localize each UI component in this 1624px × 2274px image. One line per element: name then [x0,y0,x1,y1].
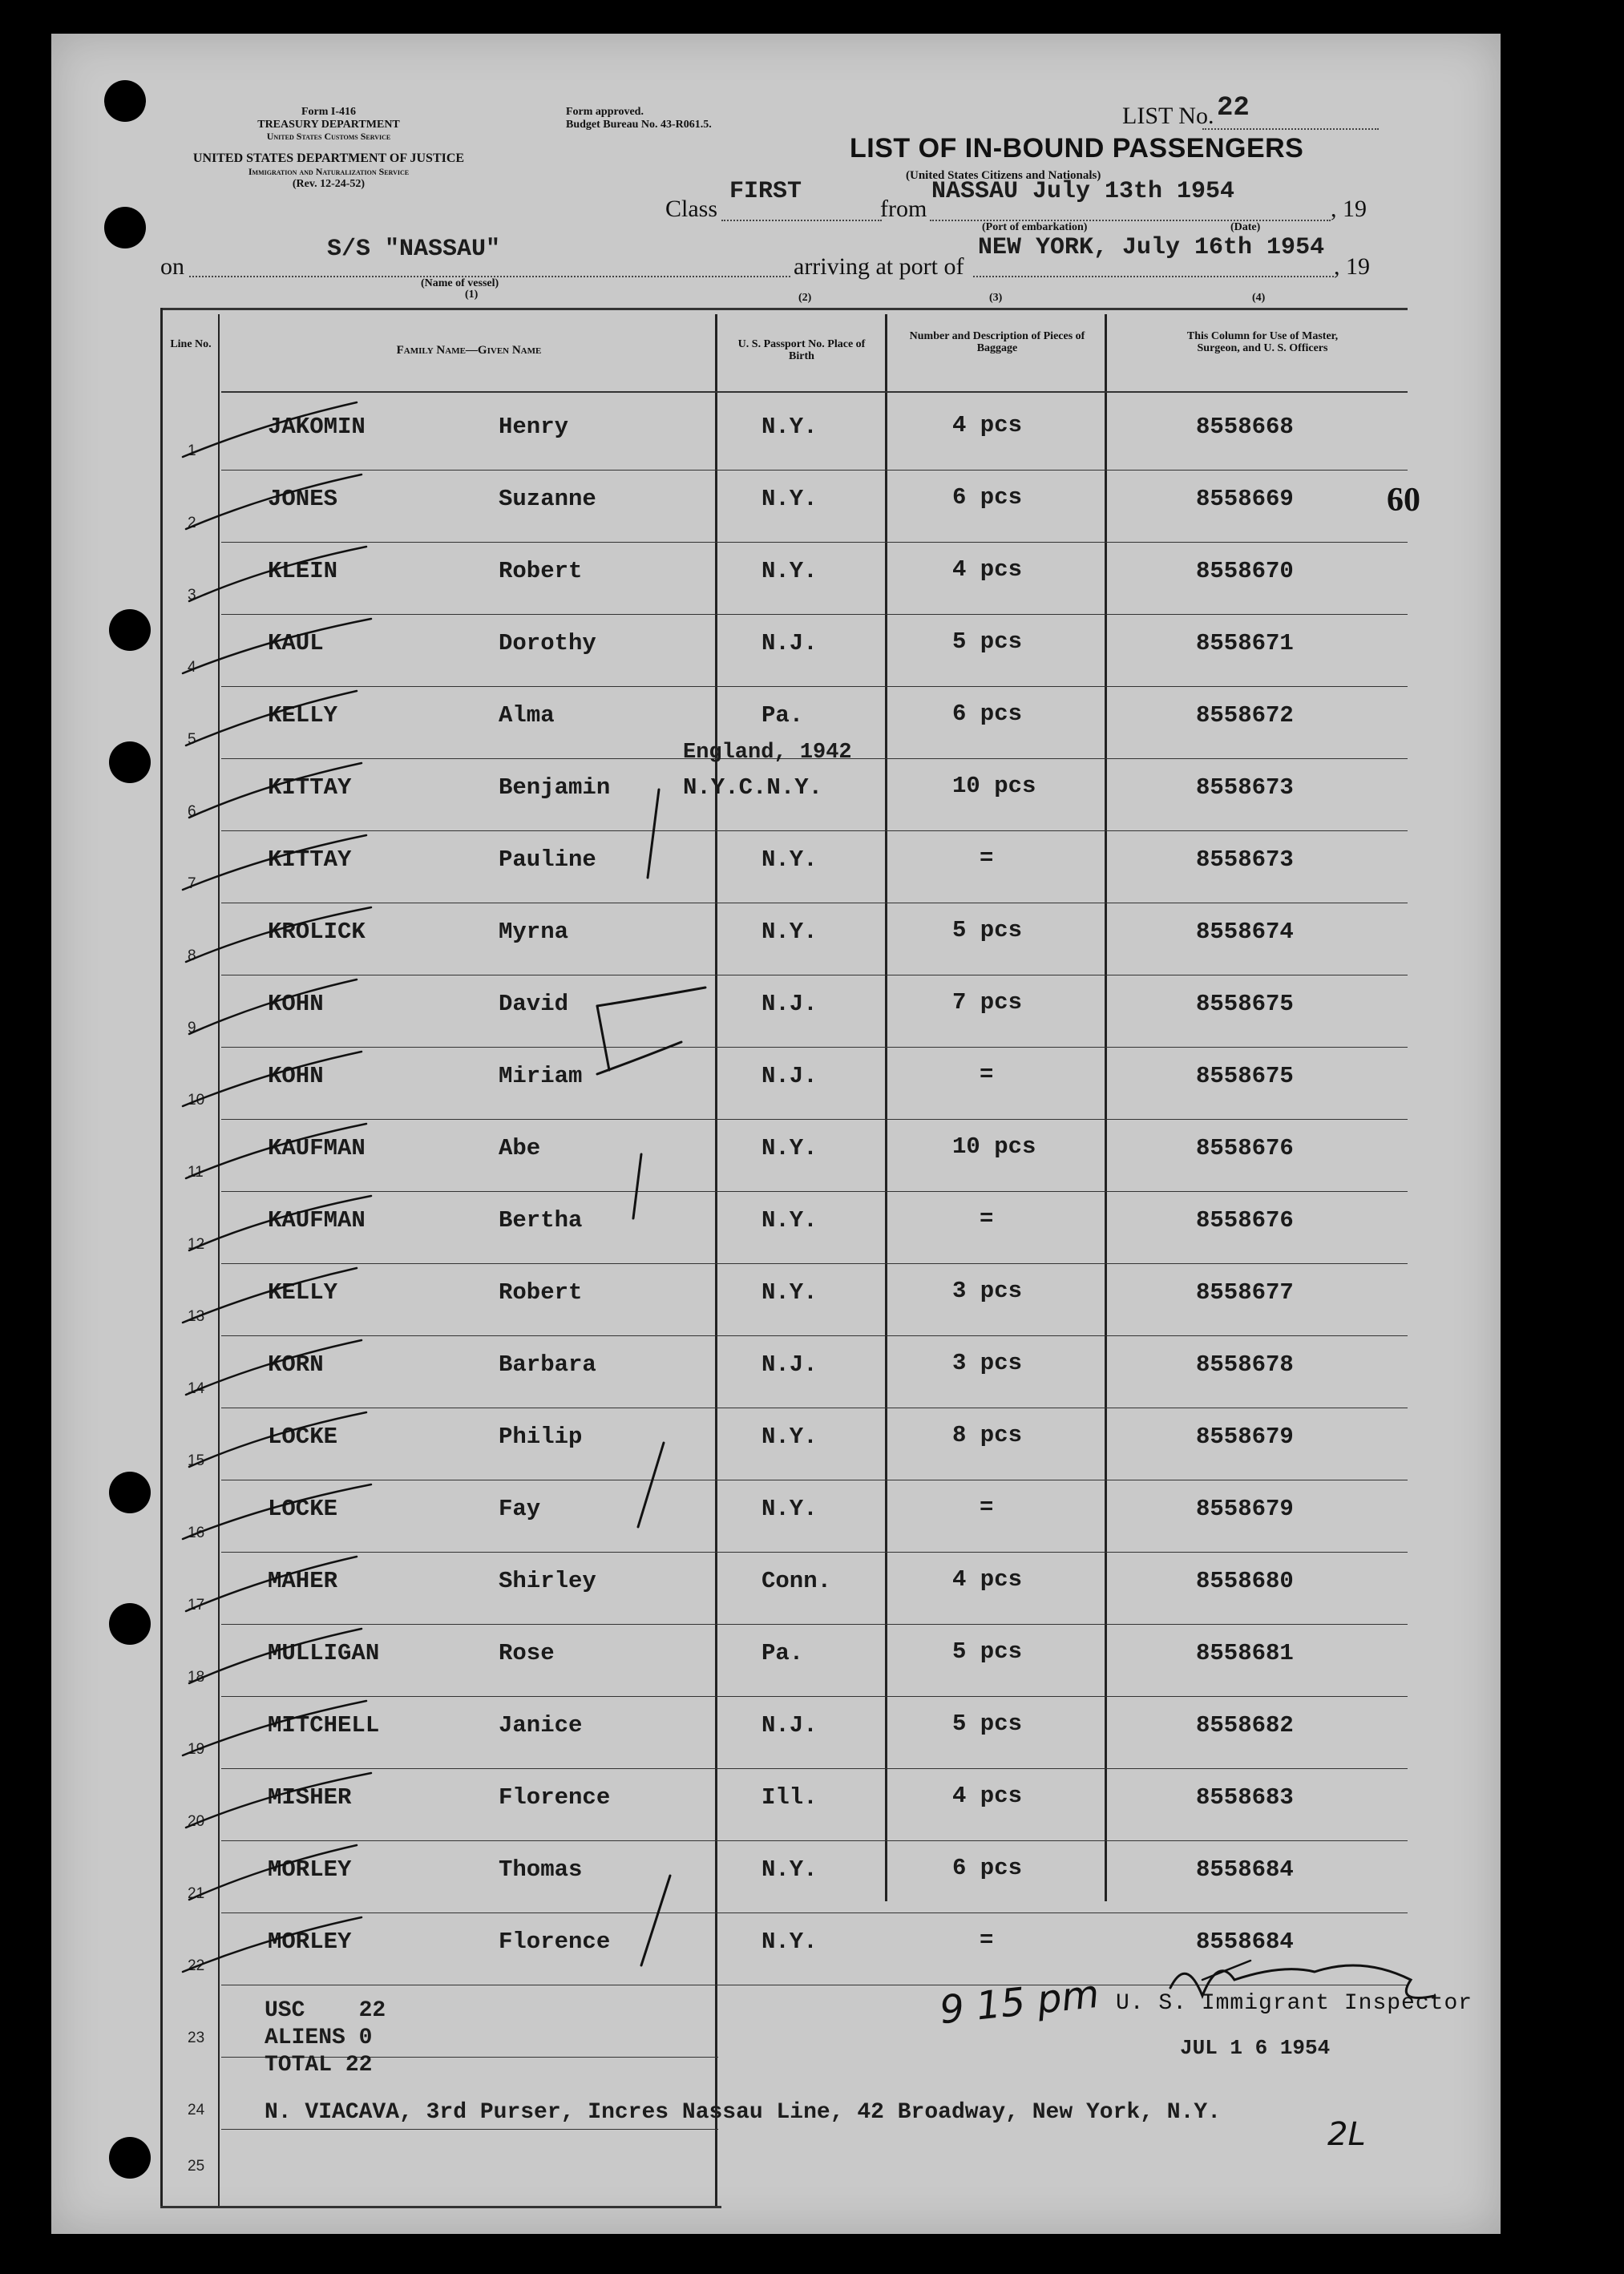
place-of-birth: N.Y. [762,1856,818,1883]
place-of-birth: N.Y. [762,1424,818,1450]
line-number: 6 [188,803,196,820]
check-stroke [186,1773,371,1828]
family-name: JAKOMIN [268,414,366,440]
tally-stroke [597,1042,681,1074]
budget-bureau: Budget Bureau No. 43-R061.5. [566,119,712,131]
page-subtitle: (United States Citizens and Nationals) [906,169,1101,182]
line-number: 19 [188,1741,205,1758]
treasury-dept: TREASURY DEPARTMENT [257,119,400,131]
on-label: on [160,253,184,280]
officer-number: 8558672 [1196,702,1294,729]
inspector-label: U. S. Immigrant Inspector [1116,1991,1473,2016]
from-value: NASSAU July 13th 1954 [931,178,1235,205]
check-stroke [183,1052,362,1106]
family-name: KOHN [268,991,324,1017]
baggage: 5 pcs [952,917,1023,943]
line-number: 12 [188,1236,205,1253]
tally-stroke [641,1876,670,1965]
officer-number: 8558673 [1196,846,1294,873]
given-name: Barbara [499,1351,596,1378]
class-value: FIRST [729,178,802,205]
check-stroke [186,1340,362,1395]
line-number: 24 [188,2102,205,2118]
date-caption: (Date) [1230,221,1261,233]
given-name: Janice [499,1712,583,1739]
baggage: 5 pcs [952,1711,1023,1737]
officer-number: 8558669 [1196,486,1294,512]
check-stroke [189,1845,357,1900]
col-header-officers: This Column for Use of Master, Surgeon, and U. S. Officers [1186,330,1339,354]
year-suffix-2: , 19 [1334,253,1370,280]
check-stroke [189,547,366,601]
baggage: 4 pcs [952,412,1023,438]
given-name: Bertha [499,1207,583,1234]
place-of-birth: N.Y. [762,1496,818,1522]
check-stroke [183,1268,357,1323]
baggage: 6 pcs [952,1855,1023,1881]
place-of-birth: Conn. [762,1568,832,1594]
line-number: 15 [188,1452,205,1469]
place-of-birth: Pa. [762,702,804,729]
inspector-initials: 9 15 pm [937,1971,1101,2034]
baggage: 5 pcs [952,1638,1023,1665]
baggage: 10 pcs [952,1133,1036,1160]
baggage: 8 pcs [952,1422,1023,1448]
total-count: TOTAL 22 [265,2053,373,2078]
check-stroke [183,1701,366,1755]
place-of-birth: N.J. [762,1063,818,1089]
line-number: 21 [188,1885,205,1902]
officer-number: 8558682 [1196,1712,1294,1739]
vessel-col-num: (1) [465,289,479,301]
check-stroke [189,1196,371,1250]
given-name: Dorothy [499,630,596,656]
check-stroke [183,1917,362,1972]
line-number: 23 [188,2030,205,2046]
customs-service: United States Customs Service [266,131,391,142]
family-name: KITTAY [268,846,352,873]
family-name: KAUFMAN [268,1207,366,1234]
given-name: Miriam [499,1063,583,1089]
vessel-caption: (Name of vessel) [421,277,499,289]
col3-num: (3) [989,292,1003,304]
baggage: 3 pcs [952,1278,1023,1304]
purser-line: N. VIACAVA, 3rd Purser, Incres Nassau Line, 42 Broadway, New York, N.Y. [265,2100,1221,2125]
place-of-birth: Pa. [762,1640,804,1666]
check-stroke [183,619,371,673]
family-name: MISHER [268,1784,352,1811]
arriving-value: NEW YORK, July 16th 1954 [978,234,1325,261]
col-header-baggage: Number and Description of Pieces of Baggage [909,330,1085,354]
family-name: KITTAY [268,774,352,801]
line-number: 9 [188,1020,196,1036]
family-name: LOCKE [268,1496,338,1522]
check-stroke [189,1629,362,1683]
place-of-birth: N.Y. [762,919,818,945]
officer-number: 8558677 [1196,1279,1294,1306]
from-label: from [880,196,927,222]
signature [1170,1965,1435,1998]
officer-number: 8558670 [1196,558,1294,584]
check-stroke [186,475,362,529]
tally-stroke [638,1443,664,1527]
place-of-birth: N.J. [762,1351,818,1378]
col4-num: (4) [1252,292,1266,304]
family-name: KORN [268,1351,324,1378]
family-name: MORLEY [268,1856,352,1883]
officer-number: 8558675 [1196,1063,1294,1089]
line-number: 11 [188,1164,204,1181]
line-number: 18 [188,1669,205,1686]
officer-number: 8558679 [1196,1424,1294,1450]
officer-number: 8558673 [1196,774,1294,801]
officer-number: 8558676 [1196,1207,1294,1234]
baggage: 6 pcs [952,484,1023,511]
family-name: KELLY [268,1279,338,1306]
line-number: 17 [188,1597,205,1614]
given-name: Fay [499,1496,541,1522]
tally-stroke [597,988,705,1006]
line-number: 22 [188,1957,205,1974]
baggage: 4 pcs [952,556,1023,583]
row6-overwrite: England, 1942 [683,741,852,765]
line-number: 7 [188,875,196,892]
officer-number: 8558668 [1196,414,1294,440]
place-of-birth: N.Y. [762,1135,818,1161]
margin-count: 60 [1387,482,1420,519]
col-header-passport: U. S. Passport No. Place of Birth [737,338,866,362]
given-name: Florence [499,1929,611,1955]
baggage: 5 pcs [952,628,1023,655]
officer-number: 8558674 [1196,919,1294,945]
baggage: = [980,1927,994,1953]
check-stroke [186,691,357,745]
family-name: MAHER [268,1568,338,1594]
line-number: 13 [188,1308,205,1325]
check-stroke [189,763,362,818]
stamp-date: JUL 1 6 1954 [1180,2036,1331,2060]
given-name: Henry [499,414,569,440]
line-number: 1 [188,442,196,459]
form-number: Form I-416 [301,106,357,118]
tally-stroke [597,1006,609,1070]
year-suffix-1: , 19 [1331,196,1367,222]
officer-number: 8558671 [1196,630,1294,656]
given-name: Rose [499,1640,555,1666]
place-of-birth: N.Y. [762,846,818,873]
officer-number: 8558684 [1196,1929,1294,1955]
col-header-line: Line No. [170,338,212,350]
justice-dept: UNITED STATES DEPARTMENT OF JUSTICE [192,151,465,165]
line-number: 14 [188,1380,205,1397]
check-stroke [183,835,366,890]
form-approved: Form approved. [566,106,644,118]
place-of-birth: Ill. [762,1784,818,1811]
place-of-birth: N.Y.C.N.Y. [683,774,823,801]
line-number: 5 [188,731,196,748]
aliens-count: ALIENS 0 [265,2026,373,2050]
baggage: 6 pcs [952,701,1023,727]
baggage: 4 pcs [952,1566,1023,1593]
family-name: LOCKE [268,1424,338,1450]
family-name: MITCHELL [268,1712,380,1739]
vessel-name: S/S "NASSAU" [327,236,501,263]
officer-number: 8558681 [1196,1640,1294,1666]
family-name: MORLEY [268,1929,352,1955]
given-name: Shirley [499,1568,596,1594]
family-name: KROLICK [268,919,366,945]
page-title: LIST OF IN-BOUND PASSENGERS [850,133,1304,164]
line-number: 20 [188,1813,205,1830]
check-stroke [183,402,357,457]
family-name: KLEIN [268,558,338,584]
officer-number: 8558684 [1196,1856,1294,1883]
col2-num: (2) [798,292,812,304]
check-stroke [186,1124,366,1178]
family-name: KOHN [268,1063,324,1089]
usc-count: USC 22 [265,1998,386,2023]
class-label: Class [665,196,718,222]
given-name: Thomas [499,1856,583,1883]
port-caption: (Port of embarkation) [982,221,1088,233]
given-name: Abe [499,1135,541,1161]
check-stroke [189,979,357,1034]
check-stroke [189,1412,366,1467]
baggage: = [980,1494,994,1521]
line-number: 8 [188,947,196,964]
family-name: JONES [268,486,338,512]
given-name: Suzanne [499,486,596,512]
family-name: MULLIGAN [268,1640,380,1666]
baggage: = [980,1206,994,1232]
arriving-label: arriving at port of [794,253,964,280]
officer-number: 8558676 [1196,1135,1294,1161]
officer-number: 8558679 [1196,1496,1294,1522]
line-number: 25 [188,2158,205,2175]
given-name: Benjamin [499,774,611,801]
baggage: 10 pcs [952,773,1036,799]
given-name: Pauline [499,846,596,873]
family-name: KAUL [268,630,324,656]
given-name: David [499,991,569,1017]
place-of-birth: N.J. [762,630,818,656]
given-name: Alma [499,702,555,729]
baggage: 3 pcs [952,1350,1023,1376]
officer-number: 8558683 [1196,1784,1294,1811]
given-name: Myrna [499,919,569,945]
check-stroke [186,907,371,962]
baggage: 4 pcs [952,1783,1023,1809]
line-number: 16 [188,1525,205,1541]
baggage: = [980,1061,994,1088]
line-number: 3 [188,587,196,604]
place-of-birth: N.Y. [762,1207,818,1234]
place-of-birth: N.Y. [762,414,818,440]
revision-date: (Rev. 12-24-52) [292,178,366,190]
tally-stroke [648,790,659,878]
check-stroke [183,1484,371,1539]
given-name: Robert [499,1279,583,1306]
check-stroke [186,1557,357,1611]
ins-service: Immigration and Naturalization Service [248,166,410,177]
tally-stroke [633,1154,641,1218]
officer-number: 8558675 [1196,991,1294,1017]
family-name: KAUFMAN [268,1135,366,1161]
place-of-birth: N.J. [762,1712,818,1739]
place-of-birth: N.J. [762,991,818,1017]
place-of-birth: N.Y. [762,558,818,584]
officer-number: 8558680 [1196,1568,1294,1594]
place-of-birth: N.Y. [762,1929,818,1955]
given-name: Florence [499,1784,611,1811]
list-no-label: LIST No. [1122,103,1214,129]
line-number: 10 [188,1092,205,1109]
baggage: 7 pcs [952,989,1023,1016]
col-header-name: Family Name—Given Name [396,344,542,357]
given-name: Robert [499,558,583,584]
line-number: 2 [188,515,196,531]
bottom-initials: 2L [1327,2116,1366,2153]
baggage: = [980,845,994,871]
line-number: 4 [188,659,196,676]
place-of-birth: N.Y. [762,1279,818,1306]
list-number: 22 [1217,93,1250,123]
family-name: KELLY [268,702,338,729]
given-name: Philip [499,1424,583,1450]
place-of-birth: N.Y. [762,486,818,512]
officer-number: 8558678 [1196,1351,1294,1378]
